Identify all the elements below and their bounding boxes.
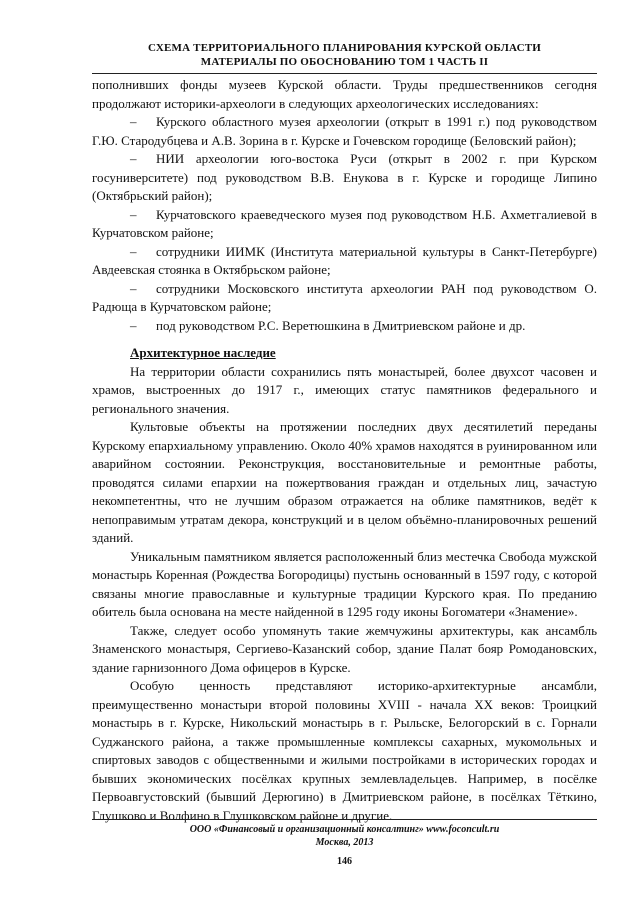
section-heading: Архитектурное наследие xyxy=(130,345,276,360)
page-number: 146 xyxy=(337,856,352,867)
list-item xyxy=(92,280,597,317)
list-item-text: НИИ археологии юго-востока Руси (открыт в 2002 г. при Курском госуниверситете) под руководством В.В. Енукова в г. Курске и городище Липино (Октябрьский район); xyxy=(92,151,597,203)
header-subtitle: МАТЕРИАЛЫ ПО ОБОСНОВАНИЮ ТОМ 1 ЧАСТЬ II xyxy=(200,56,489,68)
page-footer xyxy=(92,823,597,849)
footer-city-year: Москва, 2013 xyxy=(315,837,374,848)
header-title: СХЕМА ТЕРРИТОРИАЛЬНОГО ПЛАНИРОВАНИЯ КУРСКОЙ ОБЛАСТИ xyxy=(147,42,542,54)
list-dash: – xyxy=(130,206,137,222)
list-dash: – xyxy=(130,317,137,333)
footer-company: ООО «Финансовый и организационный консалтинг» www.foconcult.ru xyxy=(189,824,500,835)
list-dash: – xyxy=(130,243,137,259)
body-paragraph: Культовые объекты на протяжении последних двух десятилетий переданы Курскому епархиальному управлению. Около 40% храмов находятся в руинированном или аварийном состоянии. Реконструкция, восстановительные и ремонтные работы, проводятся силами епархии на пожертвования граждан и отдельных лиц, зачастую некомпетентны, что не лучшим образом отражается на облике памятников, ведёт к непоправимым утратам декора, конструкций и в целом объёмно-планировочных решений зданий. xyxy=(92,419,597,545)
body-paragraph: Также, следует особо упомянуть такие жемчужины архитектуры, как ансамбль Знаменского монастыря, Сергиево-Казанский собор, здание Палат бояр Ромодановских, здание гарнизонного Дома офицеров в Курске. xyxy=(92,622,597,675)
list-item xyxy=(92,243,597,280)
body-paragraph: Особую ценность представляют историко-архитектурные ансамбли, преимущественно монастыри второй половины XVIII - начала XX веков: Троицкий монастырь в г. Курске, Никольский монастырь в г. Рыльске, Белогорский в с. Горнали Суджанского района, а также промышленные комплексы сахарных, мукомольных и спиртовых заводов с общественными и жилыми постройками в исторических городах и бывших экономических посёлках крупных землевладельцев. Например, в посёлке Первоавгустовский (бывший Дерюгино) в Дмитриевском районе, в посёлках Тёткино, Глушково и Волфино в Глушковском районе и другие. xyxy=(92,678,597,823)
page-body xyxy=(92,76,597,825)
list-item xyxy=(92,206,597,243)
list-dash: – xyxy=(130,114,137,129)
list-item xyxy=(92,317,597,336)
list-dash: – xyxy=(130,151,137,166)
header-divider xyxy=(92,73,597,74)
list-item-text: Курчатовского краеведческого музея под руководством Н.Б. Ахметгалиевой в Курчатовском районе; xyxy=(92,206,597,240)
list-item-text: сотрудники Московского института археологии РАН под руководством О. Радюща в Курчатовском районе; xyxy=(92,280,597,314)
body-paragraph: На территории области сохранились пять монастырей, более двухсот часовен и храмов, выстроенных до 1917 г., имеющих статус памятников федерального и регионального значения. xyxy=(92,363,597,416)
intro-paragraph: пополнивших фонды музеев Курской области. Труды предшественников сегодня продолжают историки-археологи в следующих археологических исследованиях: xyxy=(92,77,597,111)
footer-divider xyxy=(92,819,597,820)
list-item-text: сотрудники ИИМК (Института материальной культуры в Санкт-Петербурге) Авдеевская стоянка в Октябрьском районе; xyxy=(92,243,597,277)
list-item xyxy=(92,150,597,206)
list-item-text: под руководством Р.С. Веретюшкина в Дмитриевском районе и др. xyxy=(156,317,526,333)
list-item-text: Курского областного музея археологии (открыт в 1991 г.) под руководством Г.Ю. Стародубцева и А.В. Зорина в г. Курске и Гочевском городище (Беловский район); xyxy=(92,114,597,148)
list-item xyxy=(92,113,597,150)
body-paragraph: Уникальным памятником является расположенный близ местечка Свобода мужской монастырь Коренная (Рождества Богородицы) пустынь основанный в 1597 году, с которой связаны многие православные и культурные традиции Курского края. По преданию обитель была основана на месте найденной в 1295 году иконы Богоматери «Знамение». xyxy=(92,548,597,619)
page-header xyxy=(92,41,597,69)
list-dash: – xyxy=(130,280,137,296)
